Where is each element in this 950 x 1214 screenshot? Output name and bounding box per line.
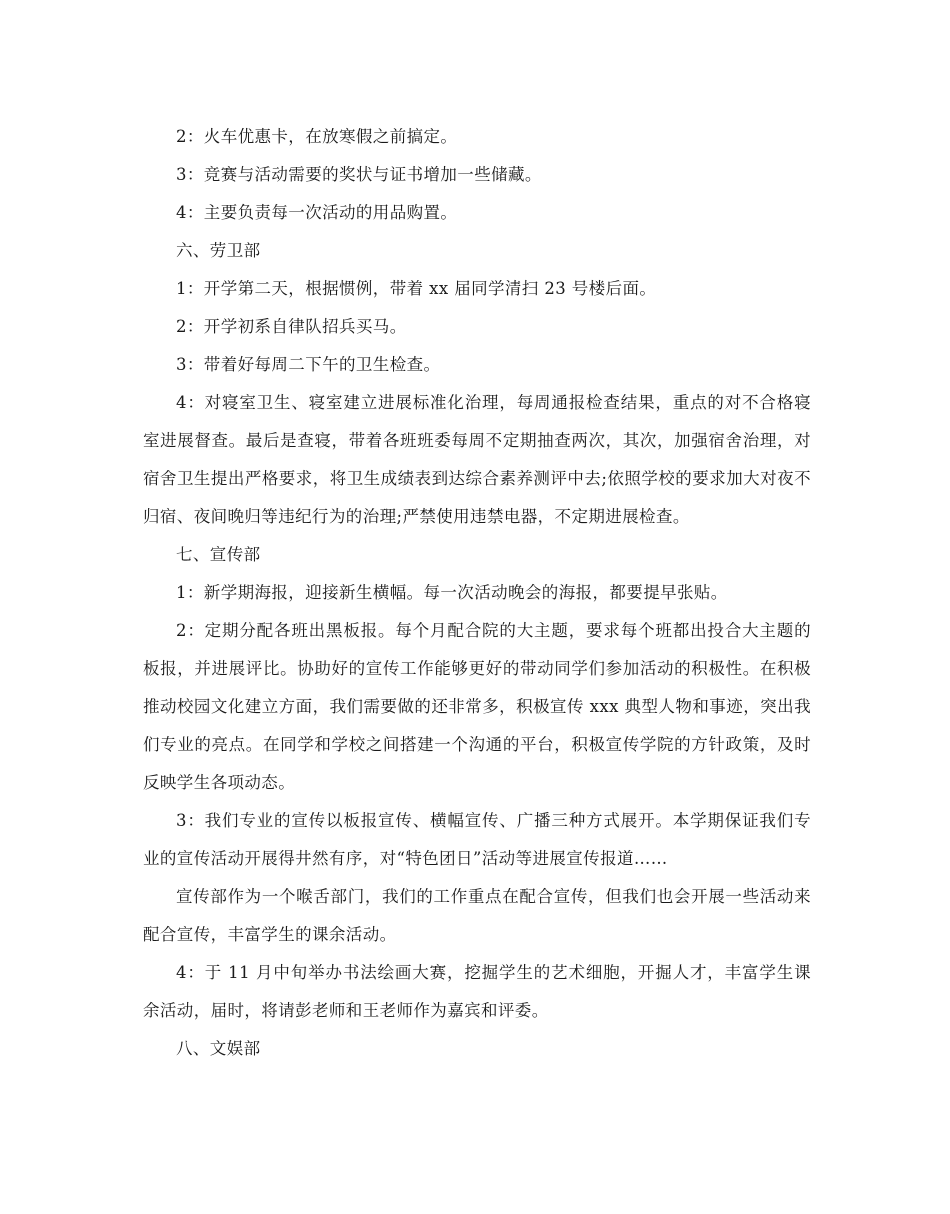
- paragraph: 4：主要负责每一次活动的用品购置。: [176, 203, 458, 222]
- paragraph: 2：定期分配各班出黑板报。每个月配合院的大主题，要求每个班都出投合大主题的板报，并进展评比。协助好的宣传工作能够更好的带动同学们参加活动的积极性。在积极推动校园文化建立方面，我们需要做的还非常多，积极宣传 xxx 典型人物和事迹，突出我们专业的亮点。在同学和学校之间搭建一个沟通的平台，积极宣传学院的方针政策，及时反映学生各项动态。: [143, 621, 811, 792]
- section-heading: 七、宣传部: [176, 545, 261, 564]
- section-heading: 六、劳卫部: [176, 241, 261, 260]
- document-page: [143, 118, 811, 1068]
- paragraph: 宣传部作为一个喉舌部门，我们的工作重点在配合宣传，但我们也会开展一些活动来配合宣传，丰富学生的课余活动。: [143, 887, 811, 944]
- paragraph: 2：开学初系自律队招兵买马。: [176, 317, 407, 336]
- paragraph: 3：我们专业的宣传以板报宣传、横幅宣传、广播三种方式展开。本学期保证我们专业的宣传活动开展得井然有序，对“特色团日”活动等进展宣传报道……: [143, 811, 811, 868]
- paragraph: 3：竞赛与活动需要的奖状与证书增加一些储藏。: [176, 165, 542, 184]
- paragraph: 2：火车优惠卡，在放寒假之前搞定。: [176, 127, 458, 146]
- paragraph: 4：对寝室卫生、寝室建立进展标准化治理，每周通报检查结果，重点的对不合格寝室进展督查。最后是查寝，带着各班班委每周不定期抽查两次，其次，加强宿舍治理，对宿舍卫生提出严格要求，将卫生成绩表到达综合素养测评中去;依照学校的要求加大对夜不归宿、夜间晚归等违纪行为的治理;严禁使用违禁电器，不定期进展检查。: [143, 393, 811, 526]
- paragraph: 1：新学期海报，迎接新生横幅。每一次活动晚会的海报，都要提早张贴。: [176, 583, 728, 602]
- paragraph: 1：开学第二天，根据惯例，带着 xx 届同学清扫 23 号楼后面。: [176, 279, 657, 298]
- paragraph: 4：于 11 月中旬举办书法绘画大赛，挖掘学生的艺术细胞，开掘人才，丰富学生课余活动，届时，将请彭老师和王老师作为嘉宾和评委。: [143, 963, 811, 1020]
- section-heading: 八、文娱部: [176, 1039, 261, 1058]
- paragraph: 3：带着好每周二下午的卫生检查。: [176, 355, 441, 374]
